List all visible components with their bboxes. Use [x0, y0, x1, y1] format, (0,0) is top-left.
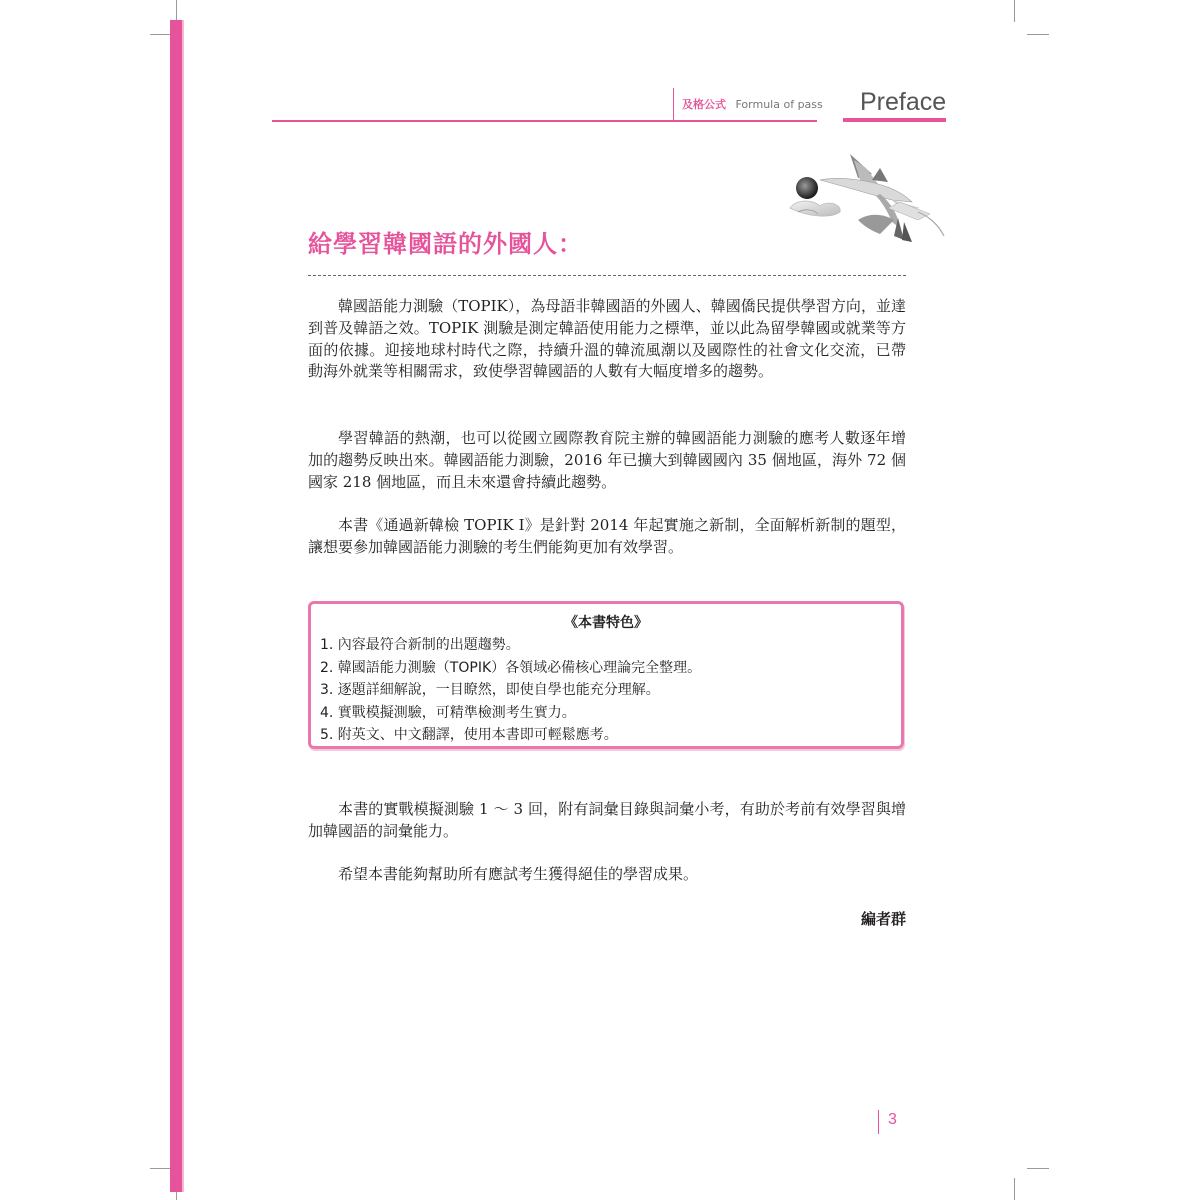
crop-mark: [1027, 1168, 1049, 1169]
features-title: 《本書特色》: [564, 615, 648, 631]
feature-item: 3. 逐題詳細解說，一目瞭然，即使自學也能充分理解。: [320, 682, 660, 698]
vocabulary-paragraph: 本書的實戰模擬測驗 1 ～ 3 回，附有詞彙目錄與詞彙小考，有助於考前有效學習與增加韓國語的詞彙能力。: [308, 800, 906, 840]
feature-item: 4. 實戰模擬測驗，可精準檢測考生實力。: [320, 704, 576, 721]
book-title-zh: 及格公式: [682, 98, 726, 111]
editors-signature: 編者群: [860, 910, 906, 928]
binding-bar: [170, 20, 182, 1192]
crop-mark: [150, 34, 172, 35]
feature-item: 2. 韓國語能力測驗（TOPIK）各領域必備核心理論完全整理。: [320, 659, 702, 676]
crane-moon-illustration: [780, 150, 950, 250]
feature-item: 1. 內容最符合新制的出題趨勢。: [320, 637, 520, 653]
crop-mark: [150, 1168, 172, 1169]
running-header-book-title: [682, 96, 823, 112]
wish-paragraph: 希望本書能夠幫助所有應試考生獲得絕佳的學習成果。: [338, 865, 699, 883]
crop-mark: [1027, 34, 1049, 35]
book-title-en: Formula of pass: [735, 98, 823, 111]
page-title: 給學習韓國語的外國人：: [308, 230, 583, 258]
feature-item: 5. 附英文、中文翻譯，使用本書即可輕鬆應考。: [320, 727, 618, 743]
features-list: [320, 634, 701, 747]
book-features-box: [308, 601, 904, 749]
trend-paragraph: 學習韓語的熱潮，也可以從國立國際教育院主辦的韓國語能力測驗的應考人數逐年增加的趨勢反映出來。韓國語能力測驗，2016 年已擴大到韓國國內 35 個地區，海外 72 個國家 218 個地區，而且未來還會持續此趨勢。: [308, 429, 906, 491]
crop-mark: [1014, 0, 1015, 22]
title-dashed-rule: [308, 275, 906, 276]
intro-paragraph: 韓國語能力測驗（TOPIK），為母語非韓國語的外國人、韓國僑民提供學習方向，並達到普及韓語之效。TOPIK 測驗是測定韓語使用能力之標準，並以此為留學韓國或就業等方面的依據。迎接地球村時代之際，持續升溫的韓流風潮以及國際性的社會文化交流，已帶動海外就業等相關需求，致使學習韓國語的人數有大幅度增多的趨勢。: [308, 297, 906, 381]
header-rule: [272, 120, 817, 122]
page-number: 3: [888, 1111, 897, 1128]
crop-mark: [176, 0, 177, 22]
book-purpose-paragraph: 本書《通過新韓檢 TOPIK I》是針對 2014 年起實施之新制，全面解析新制的題型，讓想要參加韓國語能力測驗的考生們能夠更加有效學習。: [308, 516, 906, 556]
page-number-rule: [878, 1110, 879, 1134]
header-divider: [673, 88, 674, 120]
section-underline: [843, 118, 946, 122]
section-title: Preface: [860, 88, 947, 116]
binding-bar-shadow: [182, 20, 184, 1192]
crop-mark: [1014, 1178, 1015, 1200]
